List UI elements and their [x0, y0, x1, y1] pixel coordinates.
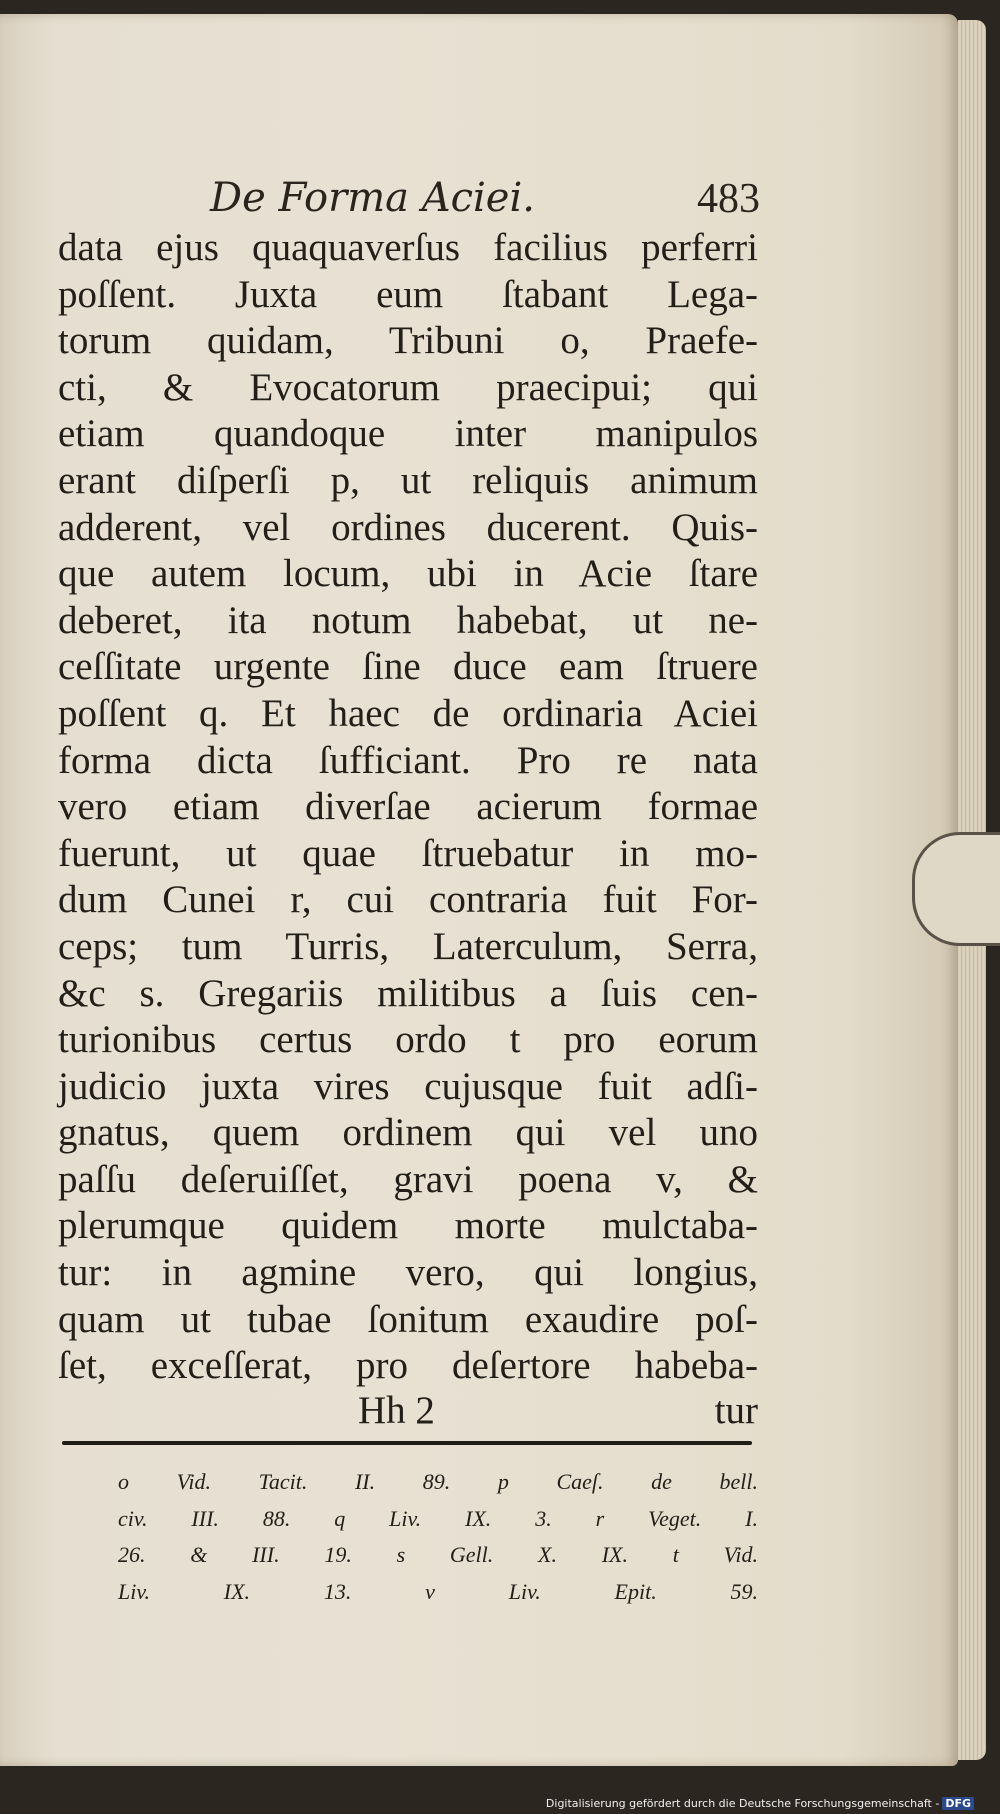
text-line: data ejus quaquaverſus facilius perferri — [58, 226, 758, 269]
footnote-line: 26. & III. 19. s Gell. X. IX. t Vid. — [118, 1542, 758, 1568]
running-title: De Forma Aciei. — [210, 175, 535, 221]
footnote-line: o Vid. Tacit. II. 89. p Caeſ. de bell. — [118, 1469, 758, 1494]
text-line: adderent, vel ordines ducerent. Quis- — [58, 505, 758, 549]
text-line: ceps; tum Turris, Laterculum, Serra, — [58, 924, 758, 968]
text-line: &c s. Gregariis militibus a ſuis cen- — [58, 971, 758, 1015]
text-line: tur: in agmine vero, qui longius, — [58, 1251, 758, 1295]
text-line: erant diſperſi p, ut reliquis animum — [58, 458, 758, 502]
text-line: forma dicta ſufficiant. Pro re nata — [58, 738, 758, 782]
signature-mark: Hh 2 — [358, 1389, 435, 1432]
footnote-line: civ. III. 88. q Liv. IX. 3. r Veget. I. — [118, 1505, 758, 1531]
page-clip — [912, 832, 1000, 946]
text-line: turionibus certus ordo t pro eorum — [58, 1018, 758, 1062]
text-line: deberet, ita notum habebat, ut ne- — [58, 598, 758, 642]
text-line: vero etiam diverſae acierum formae — [58, 785, 758, 829]
text-line: paſſu deſeruiſſet, gravi poena v, & — [58, 1157, 758, 1201]
text-line: cti, & Evocatorum praecipui; qui — [58, 365, 758, 409]
text-line: que autem locum, ubi in Acie ſtare — [58, 552, 758, 596]
catch-line — [58, 1388, 758, 1438]
text-line: judicio juxta vires cujusque fuit adſi- — [58, 1064, 758, 1108]
text-line: dum Cunei r, cui contraria fuit For- — [58, 878, 758, 922]
text-line: ſet, exceſſerat, pro deſertore habeba- — [58, 1344, 758, 1388]
text-line: torum quidam, Tribuni o, Praefe- — [58, 319, 758, 363]
digitization-credit — [546, 1797, 974, 1810]
dfg-logo: DFG — [942, 1797, 974, 1810]
page-number: 483 — [697, 176, 760, 222]
text-line: gnatus, quem ordinem qui vel uno — [58, 1111, 758, 1155]
catchword: tur — [714, 1389, 758, 1432]
text-line: ceſſitate urgente ſine duce eam ſtruere — [58, 645, 758, 689]
text-line: quam ut tubae ſonitum exaudire poſ- — [58, 1297, 758, 1341]
text-line: etiam quandoque inter manipulos — [58, 412, 758, 456]
footnote-rule — [62, 1441, 752, 1445]
text-line: plerumque quidem morte mulctaba- — [58, 1204, 758, 1248]
text-line: poſſent. Juxta eum ſtabant Lega- — [58, 272, 758, 316]
credit-text: Digitalisierung gefördert durch die Deutsche Forschungsgemeinschaft - — [545, 1797, 940, 1810]
text-line: poſſent q. Et haec de ordinaria Aciei — [58, 691, 758, 735]
footnote-line: Liv. IX. 13. v Liv. Epit. 59. — [118, 1578, 758, 1604]
body-text — [58, 225, 758, 1390]
footnotes — [118, 1464, 758, 1610]
text-line: fuerunt, ut quae ſtruebatur in mo- — [58, 831, 758, 875]
